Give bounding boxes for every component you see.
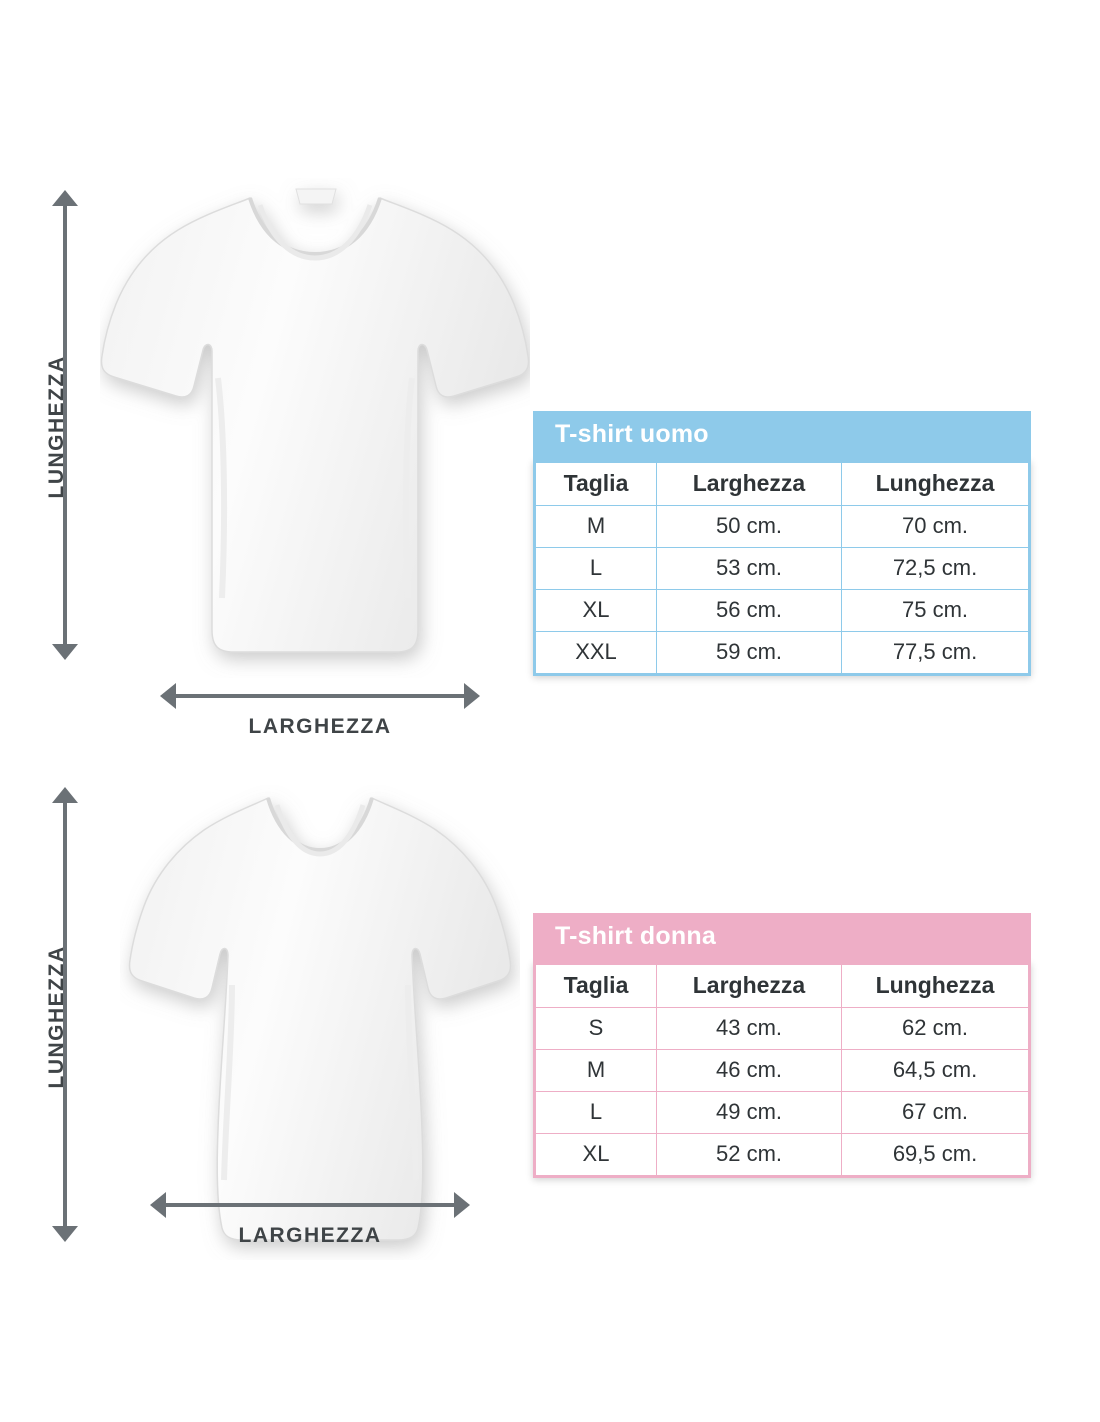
mens-table-title: T-shirt uomo [533,411,1031,460]
mens-size-table [533,411,1031,676]
table-row [535,632,1030,675]
mens-width-label: LARGHEZZA [248,715,392,738]
column-header-length: Lunghezza [842,462,1030,506]
womens-table-title: T-shirt donna [533,913,1031,962]
arrow-stem [172,694,468,698]
womens-size-table [533,913,1031,1178]
cell-length: 67 cm. [842,1092,1030,1134]
cell-width: 49 cm. [657,1092,842,1134]
column-header-size: Taglia [535,462,657,506]
cell-size: M [535,1050,657,1092]
cell-length: 72,5 cm. [842,548,1030,590]
table-header-row [535,964,1030,1008]
column-header-size: Taglia [535,964,657,1008]
cell-width: 52 cm. [657,1134,842,1177]
cell-width: 50 cm. [657,506,842,548]
table-row [535,590,1030,632]
cell-size: M [535,506,657,548]
womens-length-label: LUNGHEZZA [45,945,68,1089]
cell-size: L [535,1092,657,1134]
womens-width-label: LARGHEZZA [238,1224,382,1247]
column-header-length: Lunghezza [842,964,1030,1008]
cell-width: 56 cm. [657,590,842,632]
table-row [535,1008,1030,1050]
cell-width: 53 cm. [657,548,842,590]
mens-length-label: LUNGHEZZA [45,355,68,499]
womens-size-section [0,760,1100,1422]
arrow-head-down-icon [52,644,78,660]
cell-length: 64,5 cm. [842,1050,1030,1092]
table-row [535,548,1030,590]
cell-width: 43 cm. [657,1008,842,1050]
arrow-head-right-icon [454,1192,470,1218]
mens-width-arrow [160,683,480,709]
cell-length: 70 cm. [842,506,1030,548]
arrow-head-right-icon [464,683,480,709]
cell-size: XXL [535,632,657,675]
cell-length: 62 cm. [842,1008,1030,1050]
column-header-width: Larghezza [657,964,842,1008]
table-row [535,1050,1030,1092]
table-row [535,506,1030,548]
cell-size: XL [535,590,657,632]
womens-width-arrow [150,1192,470,1218]
cell-width: 59 cm. [657,632,842,675]
cell-length: 75 cm. [842,590,1030,632]
column-header-width: Larghezza [657,462,842,506]
table-header-row [535,462,1030,506]
womens-tshirt-illustration [120,780,520,1260]
cell-size: L [535,548,657,590]
arrow-stem [162,1203,458,1207]
cell-width: 46 cm. [657,1050,842,1092]
table-row [535,1134,1030,1177]
arrow-head-down-icon [52,1226,78,1242]
cell-length: 69,5 cm. [842,1134,1030,1177]
cell-size: S [535,1008,657,1050]
cell-length: 77,5 cm. [842,632,1030,675]
mens-tshirt-illustration [100,178,530,678]
cell-size: XL [535,1134,657,1177]
table-row [535,1092,1030,1134]
